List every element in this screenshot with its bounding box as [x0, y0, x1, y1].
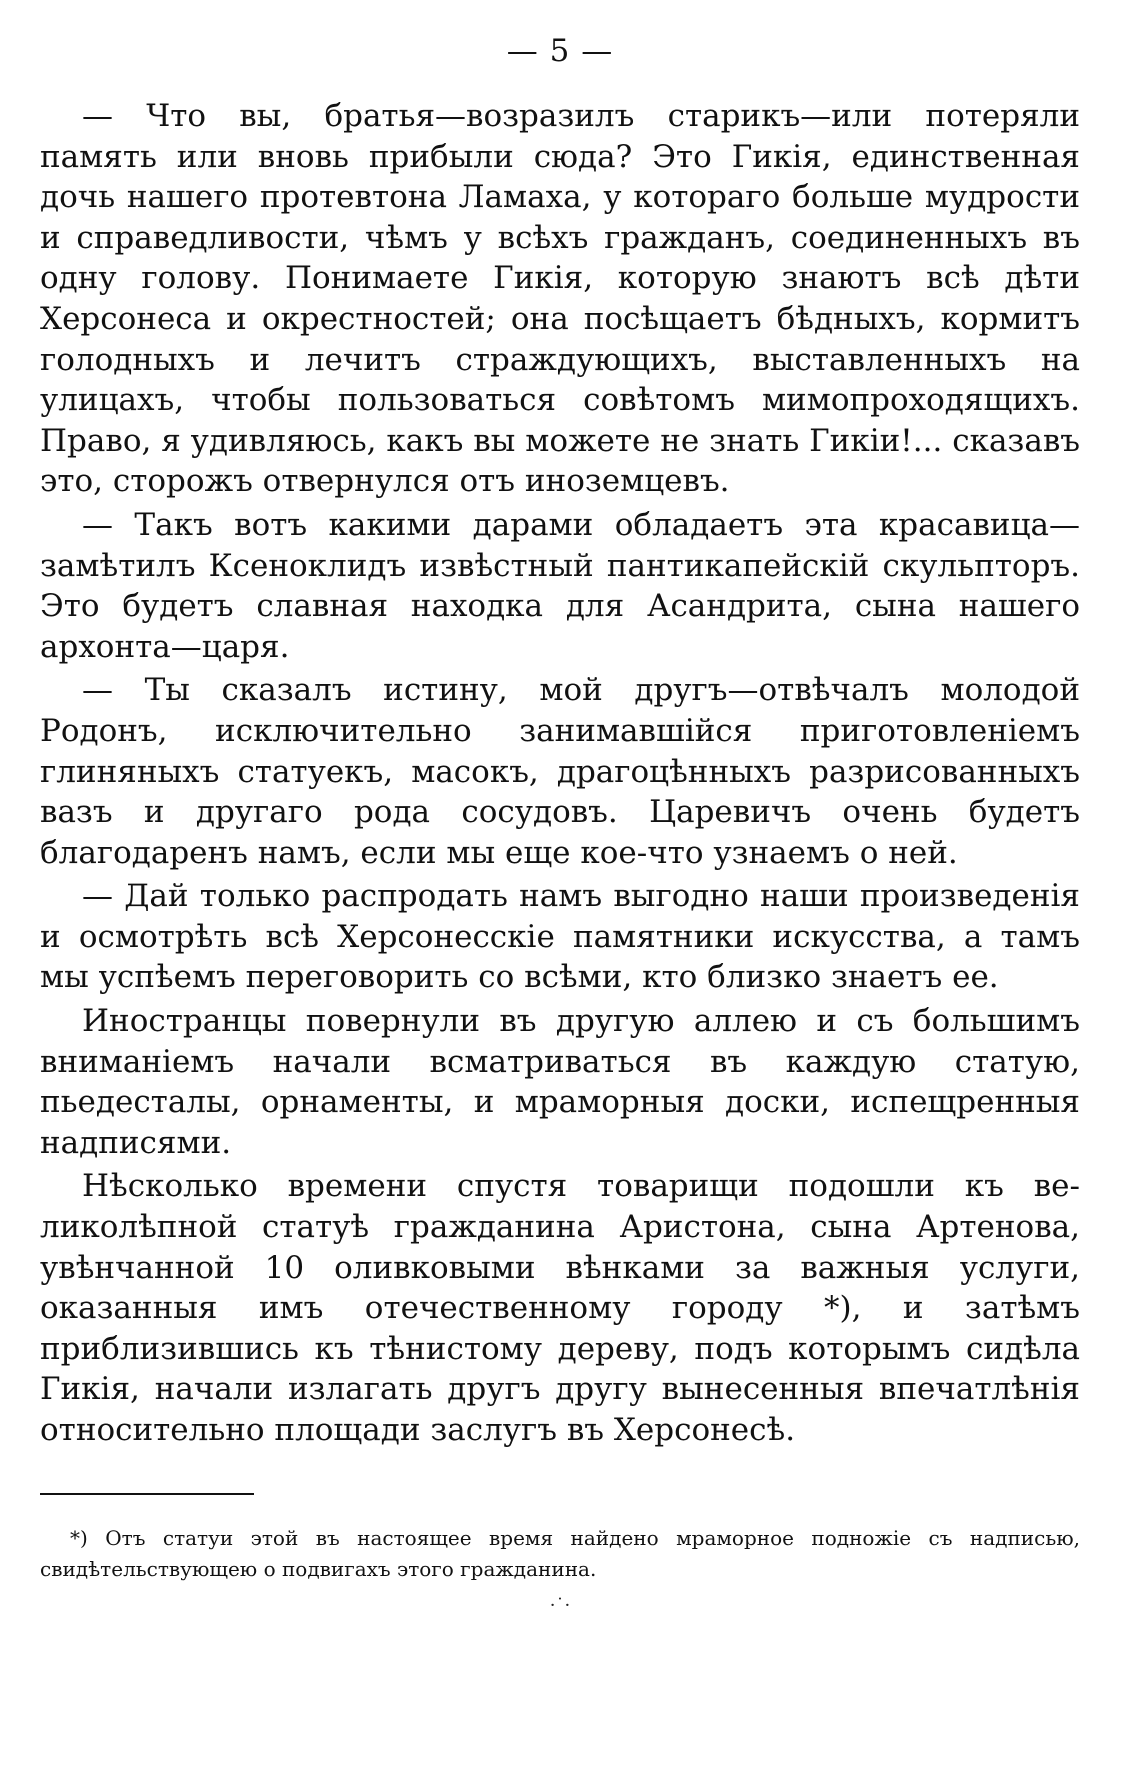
footnote: *) Отъ статуи этой въ настоящее время найдено мраморное подножіе съ надписью, свидѣтельствующею о подвигахъ этого гражданина.: [40, 1525, 1080, 1581]
paragraph: Иностранцы повернули въ другую аллею и съ большимъ вниманіемъ начали всматриваться въ каждую статую, пьедесталы, орнаменты, и мраморныя доски, испещренныя надписями.: [40, 1003, 1080, 1161]
book-page: [40, 28, 1080, 1616]
footnote-divider: [40, 1493, 254, 1495]
paragraph: — Что вы, братья—возразилъ старикъ—или потеряли память или вновь прибыли сюда? Это Гикія, единственная дочь нашего протевтона Ламаха, у котораго больше мудрости и справедливости, чѣмъ у всѣхъ гражданъ, соединенныхъ въ одну голову. Понимаете Гикія, которую знаютъ всѣ дѣти Херсонеса и окрестностей; она посѣщаетъ бѣдныхъ, кормитъ голодныхъ и лечитъ страждующихъ, выставленныхъ на улицахъ, чтобы пользоваться совѣтомъ мимопроходящихъ. Право, я удивляюсь, какъ вы можете не знать Гикіи!... сказавъ это, сторожъ отвернулся отъ иноземцевъ.: [40, 98, 1080, 500]
body-text: [40, 96, 1080, 1451]
paragraph: — Дай только распродать намъ выгодно наши произведенія и осмотрѣть всѣ Херсонесскіе памятники искусства, а тамъ мы успѣемъ переговорить со всѣми, кто близко знаетъ ее.: [40, 878, 1080, 996]
paragraph: Нѣсколько времени спустя товарищи подошли къ великолѣпной статуѣ гражданина Аристона, сына Артенова, увѣнчанной 10 оливковыми вѣнками за важныя услуги, оказанныя имъ отечественному городу *), и затѣмъ приблизившись къ тѣнистому дереву, подъ которымъ сидѣла Гикія, начали излагать другъ другу вынесенныя впечатлѣнія относительно площади заслугъ въ Херсонесѣ.: [40, 1168, 1080, 1448]
paragraph: — Ты сказалъ истину, мой другъ—отвѣчалъ молодой Родонъ, исключительно занимавшійся приготовленіемъ глиняныхъ статуекъ, масокъ, драгоцѣнныхъ разрисованныхъ вазъ и другаго рода сосудовъ. Царевичъ очень будетъ благодаренъ намъ, если мы еще кое-что узнаемъ о ней.: [40, 672, 1080, 871]
page-ornament: ·˙·: [549, 1594, 571, 1616]
paragraph: — Такъ вотъ какими дарами обладаетъ эта красавица—замѣтилъ Ксеноклидъ извѣстный пантикапейскій скульпторъ. Это будетъ славная находка для Асандрита, сына нашего архонта—царя.: [40, 506, 1080, 665]
page-number: — 5 —: [506, 33, 614, 69]
